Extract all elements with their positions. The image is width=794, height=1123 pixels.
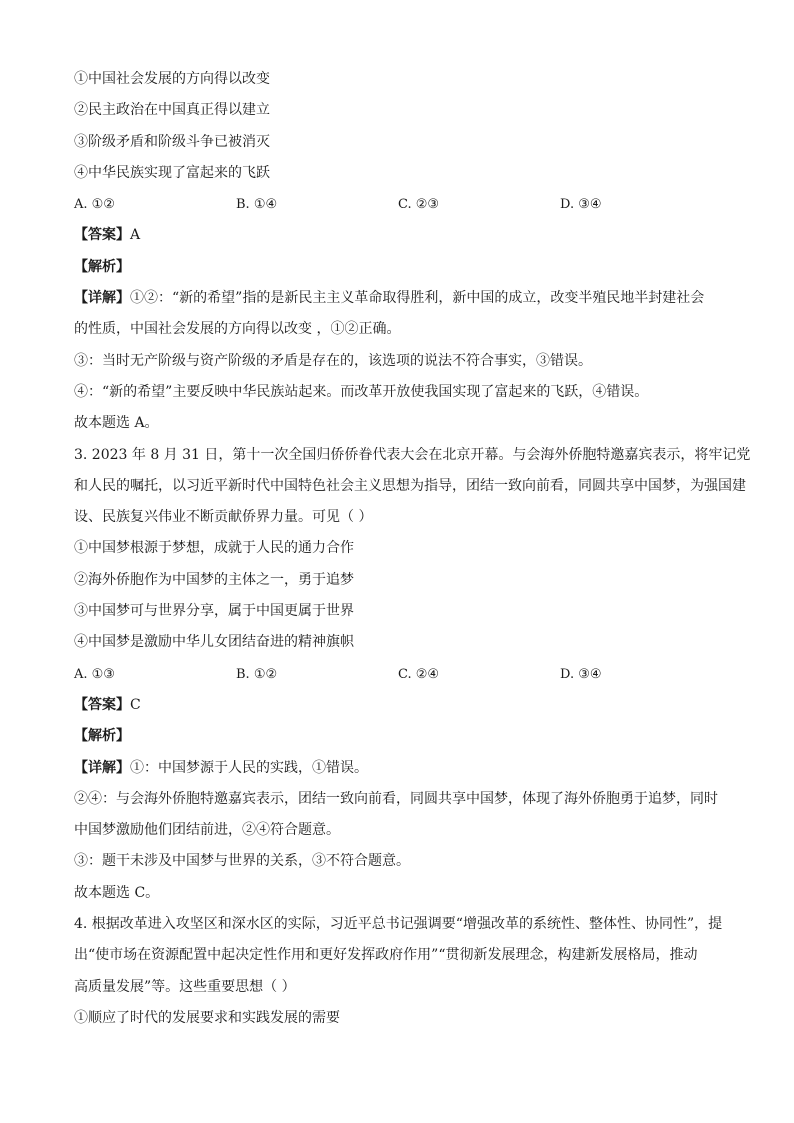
q4-stem-3: 高质量发展”等。这些重要思想（ ） [74, 978, 296, 995]
q3-option-3: ③中国梦可与世界分享，属于中国更属于世界 [74, 603, 354, 620]
q3-choices [74, 659, 734, 690]
q3-option-1: ①中国梦根源于梦想，成就于人民的通力合作 [74, 540, 354, 557]
q2-detail-5: 故本题选 A。 [74, 415, 159, 432]
q3-detail-4: ③：题干未涉及中国梦与世界的关系，③不符合题意。 [74, 853, 410, 870]
q3-choice-c: C. ②④ [398, 666, 440, 682]
q2-detail-2: 的性质，中国社会发展的方向得以改变 ，①②正确。 [74, 321, 401, 338]
q3-detail-text-1: ①：中国梦源于人民的实践，①错误。 [130, 759, 368, 776]
q3-option-4: ④中国梦是激励中华儿女团结奋进的精神旗帜 [74, 634, 354, 651]
q2-analysis-tag: 【解析】 [74, 258, 130, 275]
q3-answer-tag: 【答案】 [74, 696, 130, 713]
q3-answer [74, 690, 734, 721]
q2-detail-4: ④：“新的希望”主要反映中华民族站起来。而改革开放使我国实现了富起来的飞跃，④错误。 [74, 383, 649, 400]
q2-option-2: ②民主政治在中国真正得以建立 [74, 102, 270, 119]
q2-option-4: ④中华民族实现了富起来的飞跃 [74, 164, 270, 181]
q4-stem-2: 出“使市场在资源配置中起决定性作用和更好发挥政府作用”“贯彻新发展理念，构建新发展格局，推动 [74, 947, 698, 964]
q2-choices [74, 189, 734, 220]
q2-answer-tag: 【答案】 [74, 227, 130, 244]
q3-option-2: ②海外侨胞作为中国梦的主体之一，勇于追梦 [74, 571, 354, 588]
q3-detail-3: 中国梦激励他们团结前进，②④符合题意。 [74, 822, 340, 839]
q3-choice-b: B. ①② [236, 666, 278, 682]
q3-choice-d: D. ③④ [560, 666, 602, 682]
q4-option-1: ①顺应了时代的发展要求和实践发展的需要 [74, 1009, 340, 1026]
q3-stem-2: 和人民的嘱托，以习近平新时代中国特色社会主义思想为指导，团结一致向前看，同圆共享中国梦，为强国建 [74, 477, 746, 494]
q3-choice-a: A. ①③ [74, 666, 115, 682]
q2-option-3: ③阶级矛盾和阶级斗争已被消灭 [74, 133, 270, 150]
q3-stem-1: 3. 2023 年 8 月 31 日，第十一次全国归侨侨眷代表大会在北京开幕。与会海外侨胞特邀嘉宾表示，将牢记党 [74, 446, 751, 463]
q3-detail-2: ②④：与会海外侨胞特邀嘉宾表示，团结一致向前看，同圆共享中国梦，体现了海外侨胞勇于追梦，同时 [74, 790, 718, 807]
q2-detail-tag: 【详解】 [74, 290, 130, 307]
q3-detail-1 [74, 753, 734, 784]
q2-choice-b: B. ①④ [236, 197, 278, 213]
q3-detail-tag: 【详解】 [74, 759, 130, 776]
q2-choice-a: A. ①② [74, 197, 115, 213]
q2-answer [74, 220, 734, 251]
q2-detail-3: ③：当时无产阶级与资产阶级的矛盾是存在的，该选项的说法不符合事实，③错误。 [74, 352, 592, 369]
q2-detail-text-1: ①②：“新的希望”指的是新民主主义革命取得胜利，新中国的成立，改变半殖民地半封建社会 [130, 290, 705, 307]
q2-choice-c: C. ②③ [398, 197, 440, 213]
q4-stem-1: 4. 根据改革进入攻坚区和深水区的实际，习近平总书记强调要“增强改革的系统性、整体性、协同性”，提 [74, 916, 723, 933]
q3-detail-5: 故本题选 C。 [74, 884, 160, 901]
q2-option-1: ①中国社会发展的方向得以改变 [74, 71, 270, 87]
q2-analysis [74, 252, 734, 283]
document-page [74, 64, 751, 1034]
q2-choice-d: D. ③④ [560, 197, 602, 213]
q3-analysis-tag: 【解析】 [74, 728, 130, 745]
q2-answer-value: A [130, 227, 141, 244]
q3-answer-value: C [130, 696, 141, 713]
q3-analysis [74, 721, 734, 752]
q2-detail-1 [74, 283, 734, 314]
q3-stem-3: 设、民族复兴伟业不断贡献侨界力量。可见（ ） [74, 509, 373, 526]
